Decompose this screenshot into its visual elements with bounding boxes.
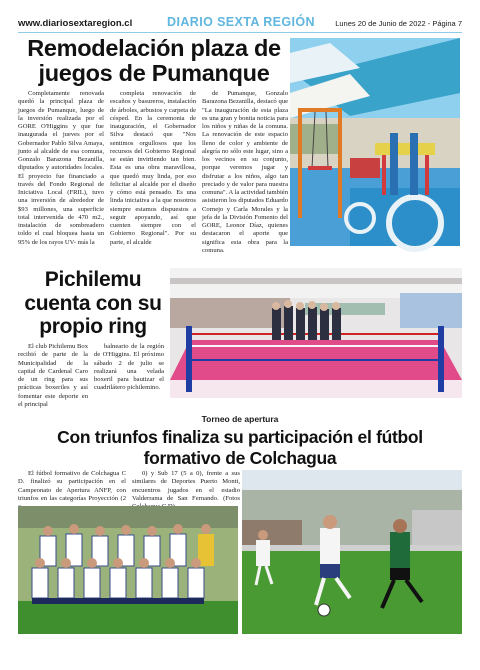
article1-column-2 [110, 90, 196, 258]
article3-text-2: 0) y Sub 17 (5 a 0), frente a sus similares de Deportes Puerto Montt, encuentros jugados en el estadio Valderrama de San Fernando. (Fotos [132, 470, 240, 502]
article3-text-1: El fútbol formativo de Colchagua C D. finalizó su participación en el Campeonato de Apertura ANFP, con triunfos en las categorías Proyección (2 [18, 470, 126, 502]
article2-text-1: El club Pichilemu Box recibió de parte de la Municipalidad de la capital de Cardenal Caro de un ring para sus prácticas boxeriles y así fomentar este deporte en el principal [18, 343, 88, 408]
team-photo [18, 506, 238, 634]
article3-title: Con triunfos finaliza su participación el fútbol formativo de Colchagua [57, 427, 423, 468]
article2-text-2: balneario de la región de O'Higgins. El próximo sábado 2 de julio se realizará una velada boxeril para bautizar el cuadrilátero pichilemino. [94, 343, 164, 392]
article1-column-1 [18, 90, 104, 258]
article3-column-1 [18, 470, 126, 504]
issue-date: Lunes 20 de Junio de 2022 - Página 7 [335, 19, 462, 28]
article1-title: Remodelación plaza de juegos de Pumanque [27, 35, 281, 86]
header-rule [18, 32, 462, 33]
article3-kicker: Torneo de apertura [201, 414, 279, 424]
page-header [18, 15, 462, 32]
article1-column-3 [202, 90, 288, 258]
site-url[interactable]: www.diariosextaregion.cl [18, 18, 133, 29]
article2-column-1 [18, 343, 88, 408]
article2-title: Pichilemu cuenta con su propio ring [24, 268, 162, 338]
masthead: DIARIO SEXTA REGIÓN [167, 15, 315, 29]
boxing-ring-photo [170, 268, 462, 398]
article1-text-2: completa renovación de escaños y basureros, instalación de árboles, arbustos y carpeta de césped. En la ceremonia de inauguración, el Gobernador Silva destacó que "Nos sentimos orgullosos que los recursos del Gobierno Regional se están invirtiendo tan bien. Esta es una obra maravillosa, que quedó muy linda, por eso felicitar al alcalde por el diseño y cómo está pensado. Es una linda iniciativa a la que nosotros siempre estamos dispuestos a seguir apoyando, así que cuenten siempre con el Gobierno Regional". Por su parte, el alcalde [110, 90, 196, 246]
article3-column-2 [132, 470, 240, 504]
match-photo [242, 470, 462, 634]
article2-column-2 [94, 343, 164, 399]
article1-text-3: de Pumanque, Gonzalo Barazona Bezanilla, destacó que "La inauguración de esta plaza es una gran y bonita noticia para los niños y niñas de la comuna. La renovación de este espacio lleno de color y ambiente de alegría no sólo este lugar, sino a los vecinos en su conjunto, porque veremos jugar y disfrutar a los niños, algo tan preciado y de valor para nuestra comuna". A la actividad también asistieron los diputados Eduardo Cornejo y Carla Morales y la jefa de la División Fomento del GORE, Leonor Díaz, quienes destacaron el aporte que significa esta obra para la comuna. [202, 90, 289, 254]
playground-photo [290, 38, 460, 246]
article1-text-1: Completamente renovada quedó la principal plaza de juegos de Pumanque, luego de la inversión realizada por el GORE O'Higgins y que fue inaugurada el jueves por el Gobernador Pablo Silva Amaya, junto al alcalde de esa comuna, Gonzalo Barazona Bezanilla, diputados y autoridades locales. El proyecto fue financiado a través del Fondo Regional de Iniciativa Local (FRIL), tuvo una inversión de alrededor de $93 millones, una superficie total intervenida de 470 m2., instalación de sombreadero toldo el cual bloquea hasta un 95% de los rayos UV- más la [18, 90, 104, 246]
